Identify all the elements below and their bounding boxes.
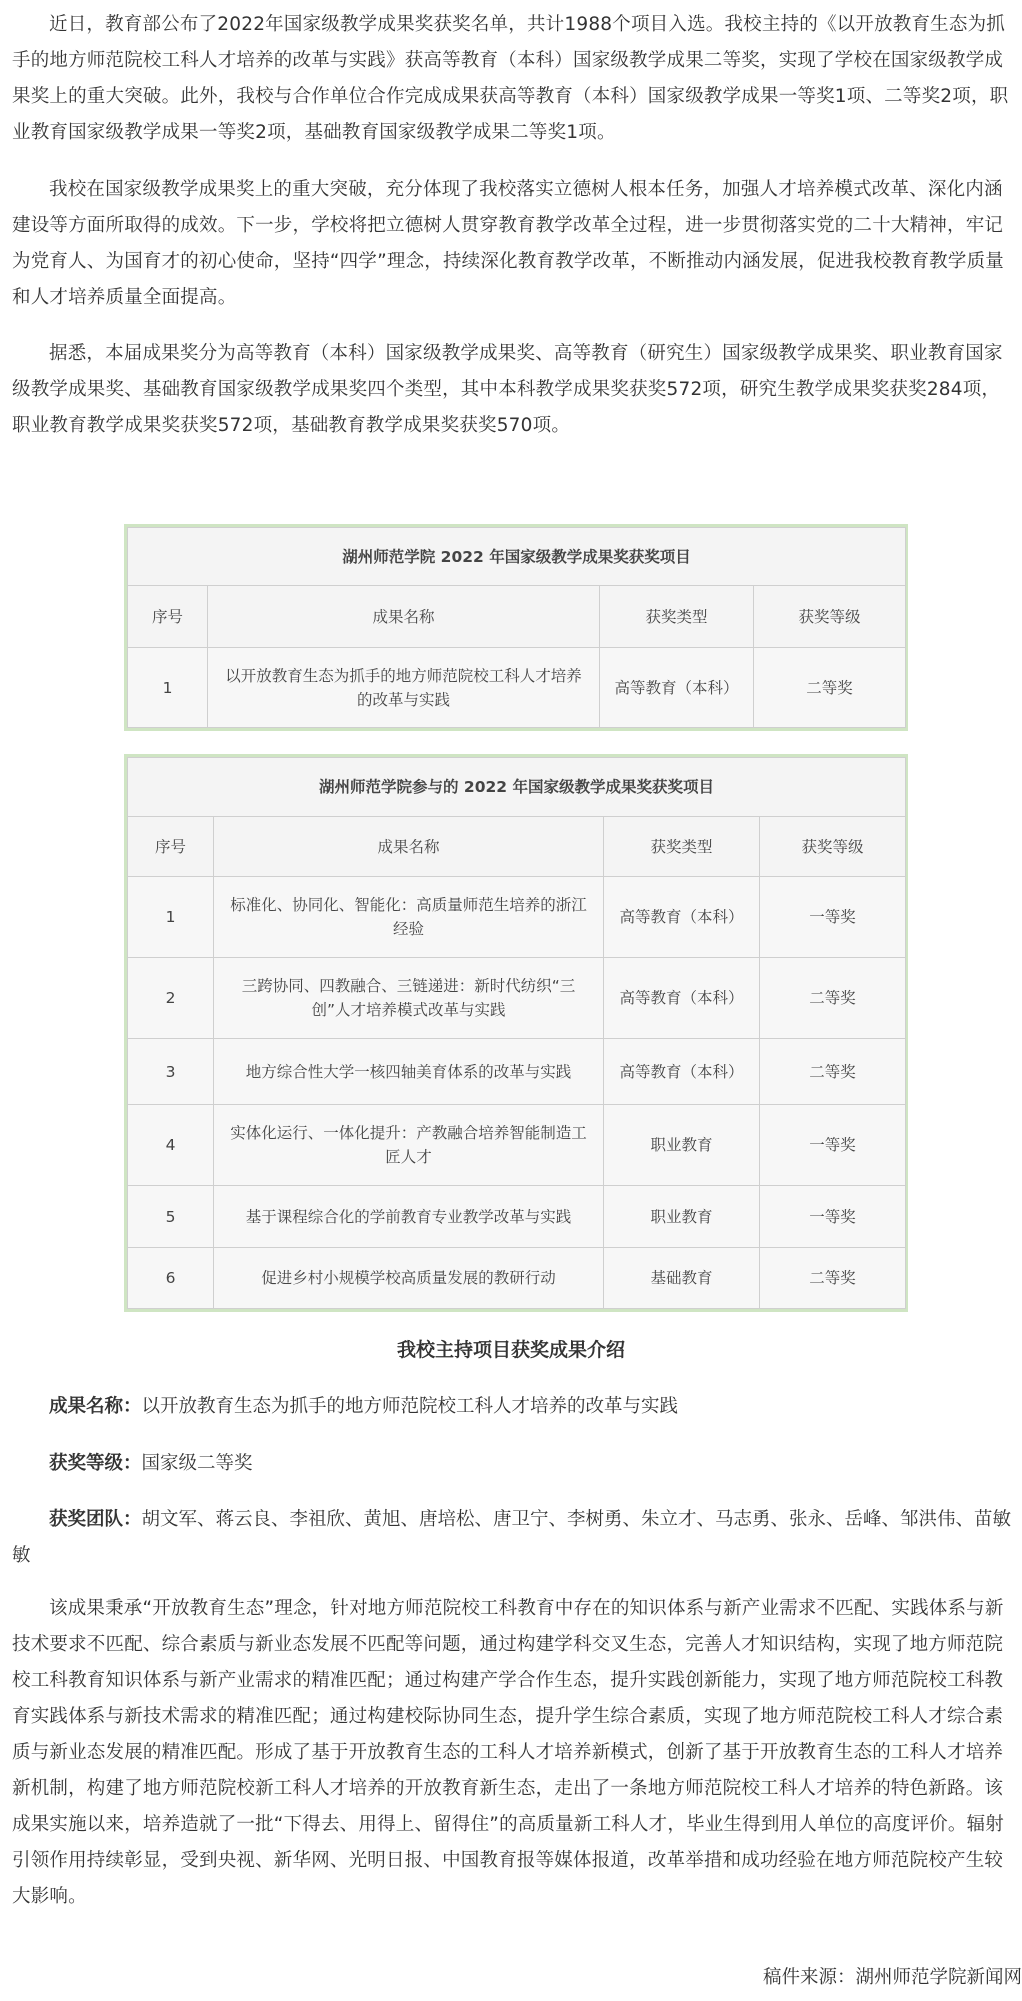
- cell-type: 高等教育（本科）: [604, 1039, 760, 1105]
- participated-awards-table: [124, 754, 908, 1312]
- award-team-line: [12, 1502, 1012, 1574]
- cell-level: 二等奖: [760, 1039, 906, 1105]
- cell-index: 1: [128, 877, 214, 958]
- cell-title: 实体化运行、一体化提升：产教融合培养智能制造工匠人才: [214, 1105, 604, 1186]
- award-level-value: 国家级二等奖: [141, 1453, 253, 1474]
- cell-index: 4: [128, 1105, 214, 1186]
- achievement-name-line: [12, 1389, 1012, 1425]
- column-header: 获奖等级: [754, 586, 906, 648]
- achievement-name-label: 成果名称：: [49, 1396, 142, 1417]
- cell-type: 高等教育（本科）: [604, 877, 760, 958]
- column-header: 序号: [128, 586, 208, 648]
- achievement-description-paragraph: 该成果秉承“开放教育生态”理念，针对地方师范院校工科教育中存在的知识体系与新产业需求不匹配、实践体系与新技术要求不匹配、综合素质与新业态发展不匹配等问题，通过构建学科交叉生态，完善人才知识结构，实现了地方师范院校工科教育知识体系与新产业需求的精准匹配；通过构建产学合作生态，提升实践创新能力，实现了地方师范院校工科教育实践体系与新技术需求的精准匹配；通过构建校际协同生态，提升学生综合素质，实现了地方师范院校工科人才综合素质与新业态发展的精准匹配。形成了基于开放教育生态的工科人才培养新模式，创新了基于开放教育生态的工科人才培养新机制，构建了地方师范院校新工科人才培养的开放教育新生态，走出了一条地方师范院校工科人才培养的特色新路。该成果实施以来，培养造就了一批“下得去、用得上、留得住”的高质量新工科人才，毕业生得到用人单位的高度评价。辐射引领作用持续彰显，受到央视、新华网、光明日报、中国教育报等媒体报道，改革举措和成功经验在地方师范院校产生较大影响。: [12, 1598, 1004, 1907]
- cell-level: 一等奖: [760, 1105, 906, 1186]
- cell-title: 地方综合性大学一核四轴美育体系的改革与实践: [214, 1039, 604, 1105]
- table-row: [128, 648, 906, 728]
- cell-level: 一等奖: [760, 1186, 906, 1248]
- cell-type: 职业教育: [604, 1186, 760, 1248]
- table-title: 湖州师范学院参与的 2022 年国家级教学成果奖获奖项目: [128, 758, 906, 817]
- column-header: 获奖等级: [760, 817, 906, 877]
- award-team-value: 胡文军、蒋云良、李祖欣、黄旭、唐培松、唐卫宁、李树勇、朱立才、马志勇、张永、岳峰、邹洪伟、苗敏敏: [12, 1509, 1012, 1566]
- achievement-name-value: 以开放教育生态为抓手的地方师范院校工科人才培养的改革与实践: [141, 1396, 679, 1417]
- column-header: 获奖类型: [600, 586, 754, 648]
- cell-index: 5: [128, 1186, 214, 1248]
- cell-title: 促进乡村小规模学校高质量发展的教研行动: [214, 1248, 604, 1309]
- cell-index: 1: [128, 648, 208, 728]
- column-header: 成果名称: [214, 817, 604, 877]
- article-source: 稿件来源：湖州师范学院新闻网: [762, 1967, 1022, 1988]
- cell-type: 基础教育: [604, 1248, 760, 1309]
- table-row: [128, 1039, 906, 1105]
- hosted-awards-table: [124, 524, 908, 731]
- section-subtitle: 我校主持项目获奖成果介绍: [396, 1339, 625, 1361]
- intro-paragraph: 近日，教育部公布了2022年国家级教学成果奖获奖名单，共计1988个项目入选。我校主持的《以开放教育生态为抓手的地方师范院校工科人才培养的改革与实践》获高等教育（本科）国家级教学成果二等奖，实现了学校在国家级教学成果奖上的重大突破。此外，我校与合作单位合作完成成果获高等教育（本科）国家级教学成果一等奖1项、二等奖2项，职业教育国家级教学成果一等奖2项，基础教育国家级教学成果二等奖1项。: [12, 14, 1009, 143]
- cell-title: 基于课程综合化的学前教育专业教学改革与实践: [214, 1186, 604, 1248]
- cell-title: 以开放教育生态为抓手的地方师范院校工科人才培养的改革与实践: [208, 648, 600, 728]
- table-title: 湖州师范学院 2022 年国家级教学成果奖获奖项目: [128, 528, 906, 586]
- cell-index: 2: [128, 958, 214, 1039]
- table-row: [128, 1248, 906, 1309]
- cell-level: 一等奖: [760, 877, 906, 958]
- column-header: 获奖类型: [604, 817, 760, 877]
- cell-index: 3: [128, 1039, 214, 1105]
- column-header: 序号: [128, 817, 214, 877]
- cell-level: 二等奖: [760, 958, 906, 1039]
- award-level-label: 获奖等级：: [49, 1453, 142, 1474]
- table-row: [128, 1186, 906, 1248]
- cell-level: 二等奖: [760, 1248, 906, 1309]
- table-row: [128, 958, 906, 1039]
- award-level-line: [12, 1446, 1012, 1482]
- cell-type: 高等教育（本科）: [604, 958, 760, 1039]
- table-row: [128, 1105, 906, 1186]
- award-team-label: 获奖团队：: [49, 1509, 142, 1530]
- cell-title: 三跨协同、四教融合、三链递进：新时代纺织“三创”人才培养模式改革与实践: [214, 958, 604, 1039]
- table-row: [128, 877, 906, 958]
- column-header: 成果名称: [208, 586, 600, 648]
- award-categories-paragraph: 据悉，本届成果奖分为高等教育（本科）国家级教学成果奖、高等教育（研究生）国家级教学成果奖、职业教育国家级教学成果奖、基础教育国家级教学成果奖四个类型，其中本科教学成果奖获奖572项，研究生教学成果奖获奖284项，职业教育教学成果奖获奖572项，基础教育教学成果奖获奖570项。: [12, 343, 1003, 436]
- cell-title: 标准化、协同化、智能化：高质量师范生培养的浙江经验: [214, 877, 604, 958]
- cell-level: 二等奖: [754, 648, 906, 728]
- cell-type: 职业教育: [604, 1105, 760, 1186]
- cell-index: 6: [128, 1248, 214, 1309]
- cell-type: 高等教育（本科）: [600, 648, 754, 728]
- significance-paragraph: 我校在国家级教学成果奖上的重大突破，充分体现了我校落实立德树人根本任务，加强人才培养模式改革、深化内涵建设等方面所取得的成效。下一步，学校将把立德树人贯穿教育教学改革全过程，进一步贯彻落实党的二十大精神，牢记为党育人、为国育才的初心使命，坚持“四学”理念，持续深化教育教学改革，不断推动内涵发展，促进我校教育教学质量和人才培养质量全面提高。: [12, 179, 1004, 308]
